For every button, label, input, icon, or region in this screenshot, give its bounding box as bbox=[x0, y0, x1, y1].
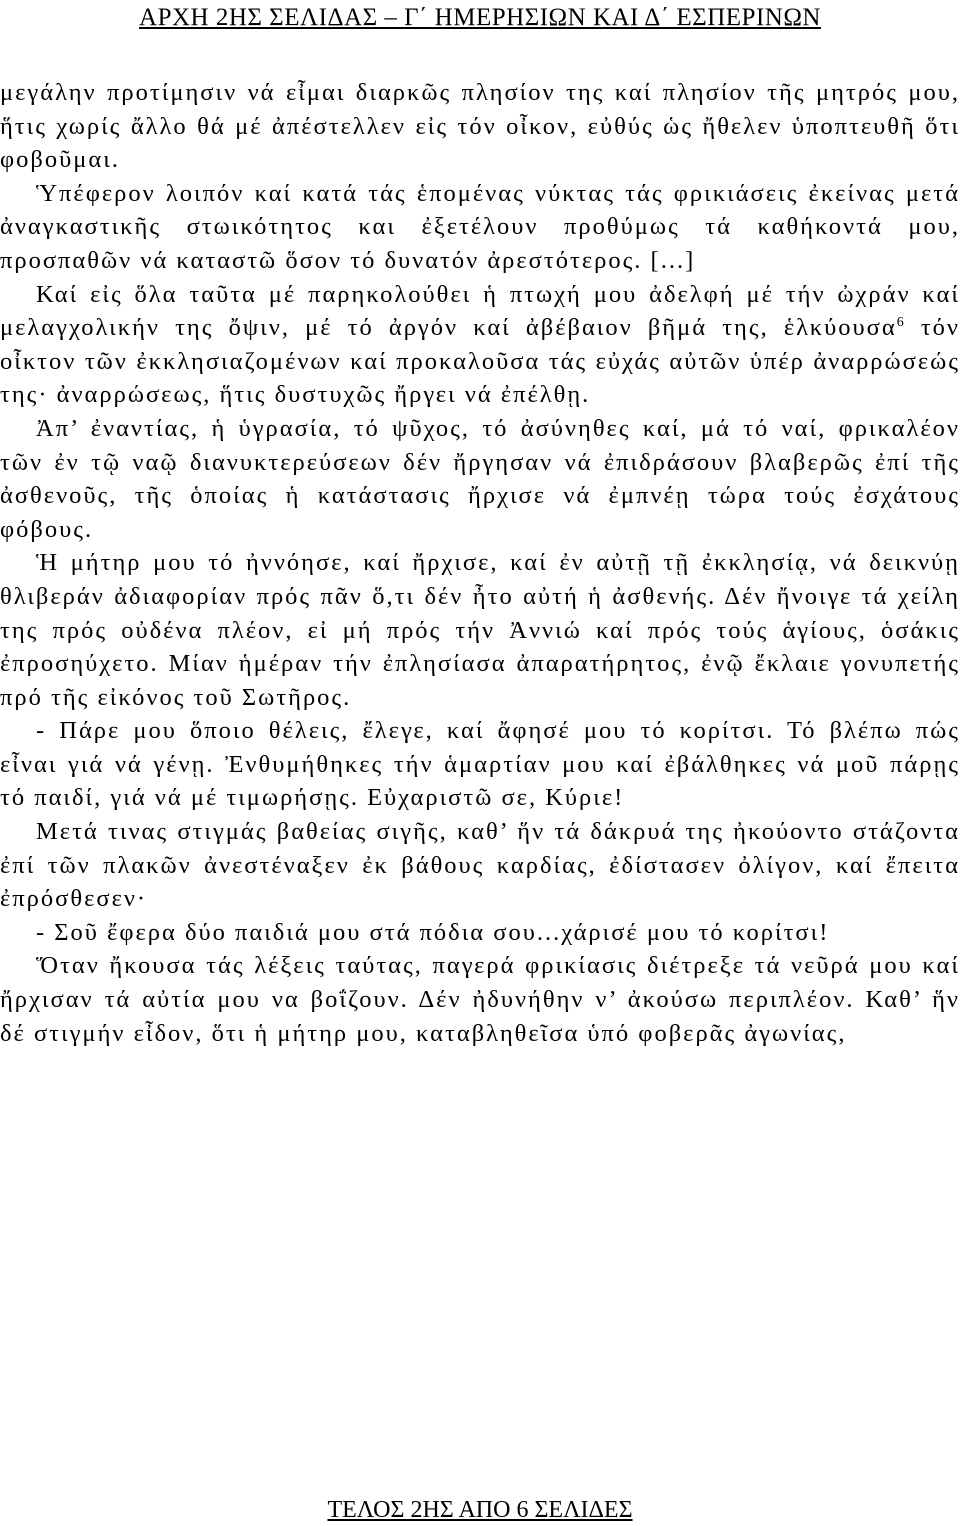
page-header: ΑΡΧΗ 2ΗΣ ΣΕΛΙΔΑΣ – Γ΄ ΗΜΕΡΗΣΙΩΝ ΚΑΙ Δ΄ ΕΣΠΕΡΙΝΩΝ bbox=[139, 4, 821, 31]
paragraph: Ἀπ’ ἐναντίας, ἡ ὑγρασία, τό ψῦχος, τό ἀσύνηθες καί, μά τό ναί, φρικαλέον τῶν ἐν τῷ ναῷ διανυκτερεύσεων δέν ἤργησαν νά ἐπιδράσουν βλαβερῶς ἐπί τῆς ἀσθενοῦς, τῆς ὁποίας ἡ κατάστασις ἤρχισε νά ἐμπνέῃ τώρα τούς ἐσχάτους φόβους. bbox=[0, 414, 960, 543]
paragraph-continuation: μεγάλην προτίμησιν νά εἶμαι διαρκῶς πλησίον της καί πλησίον τῆς μητρός μου, ἥτις χωρίς ἄλλο θά μέ ἀπέστελλεν εἰς τόν οἶκον, εὐθύς ὡς ἤθελεν ὑποπτευθῆ ὅτι φοβοῦμαι. bbox=[0, 79, 960, 174]
paragraph: Ἡ μήτηρ μου τό ἠννόησε, καί ἤρχισε, καί ἐν αὐτῇ τῇ ἐκκλησίᾳ, νά δεικνύῃ θλιβεράν ἀδιαφορίαν πρός πᾶν ὅ,τι δέν ἦτο αὐτή ἡ ἀσθενής. Δέν ἤνοιγε τά χείλη της πρός οὐδένα πλέον, εἰ μή πρός τήν Ἀννιώ καί πρός τούς ἁγίους, ὁσάκις ἐπροσηύχετο. Μίαν ἡμέραν τήν ἐπλησίασα ἀπαρατήρητος, ἐνῷ ἔκλαιε γονυπετής πρό τῆς εἰκόνος τοῦ Σωτῆρος. bbox=[0, 549, 960, 711]
document-body bbox=[0, 76, 960, 1050]
paragraph: Ὑπέφερον λοιπόν καί κατά τάς ἑπομένας νύκτας τάς φρικιάσεις ἐκείνας μετά ἀναγκαστικῆς στωικότητος και ἐξετέλουν προθύμως τά καθήκοντά μου, προσπαθῶν νά καταστῶ ὅσον τό δυνατόν ἀρεστότερος. [...] bbox=[0, 179, 960, 274]
paragraph: Μετά τινας στιγμάς βαθείας σιγῆς, καθ’ ἥν τά δάκρυά της ἠκούοντο στάζοντα ἐπί τῶν πλακῶν ἀνεστέναξεν ἐκ βάθους καρδίας, ἐδίστασεν ὀλίγον, καί ἔπειτα ἐπρόσθεσεν· bbox=[0, 818, 960, 913]
page-footer: ΤΕΛΟΣ 2ΗΣ ΑΠΟ 6 ΣΕΛΙΔΕΣ bbox=[327, 1497, 633, 1523]
footnote-reference: 6 bbox=[896, 315, 906, 330]
dialogue-line: - Πάρε μου ὅποιο θέλεις, ἔλεγε, καί ἄφησέ μου τό κορίτσι. Τό βλέπω πώς εἶναι γιά νά γένῃ. Ἐνθυμήθηκες τήν ἁμαρτίαν μου καί ἐβάλθηκες νά μοῦ πάρῃς τό παιδί, γιά νά μέ τιμωρήσῃς. Εὐχαριστῶ σε, Κύριε! bbox=[0, 717, 960, 812]
paragraph-text: τόν οἶκτον τῶν ἐκκλησιαζομένων καί προκαλοῦσα τάς εὐχάς αὐτῶν ὑπέρ ἀναρρώσεώς της· ἀναρρώσεως, ἥτις δυστυχῶς ἤργει νά ἐπέλθῃ. bbox=[0, 314, 960, 409]
paragraph: Ὅταν ἤκουσα τάς λέξεις ταύτας, παγερά φρικίασις διέτρεξε τά νεῦρά μου καί ἤρχισαν τά αὐτία μου να βοΐζουν. Δέν ἠδυνήθην ν’ ἀκούσω περιπλέον. Καθ’ ἥν δέ στιγμήν εἶδον, ὅτι ἡ μήτηρ μου, καταβληθεῖσα ὑπό φοβερᾶς ἀγωνίας, bbox=[0, 952, 960, 1047]
paragraph-text: Καί εἰς ὅλα ταῦτα μέ παρηκολούθει ἡ πτωχή μου ἀδελφή μέ τήν ὠχράν καί μελαγχολικήν της ὄψιν, μέ τό ἀργόν καί ἀβέβαιον βῆμά της, ἑλκύουσα bbox=[0, 280, 960, 342]
paragraph-with-footnote bbox=[0, 278, 960, 412]
dialogue-line: - Σοῦ ἔφερα δύο παιδιά μου στά πόδια σου...χάρισέ μου τό κορίτσι! bbox=[36, 918, 830, 946]
